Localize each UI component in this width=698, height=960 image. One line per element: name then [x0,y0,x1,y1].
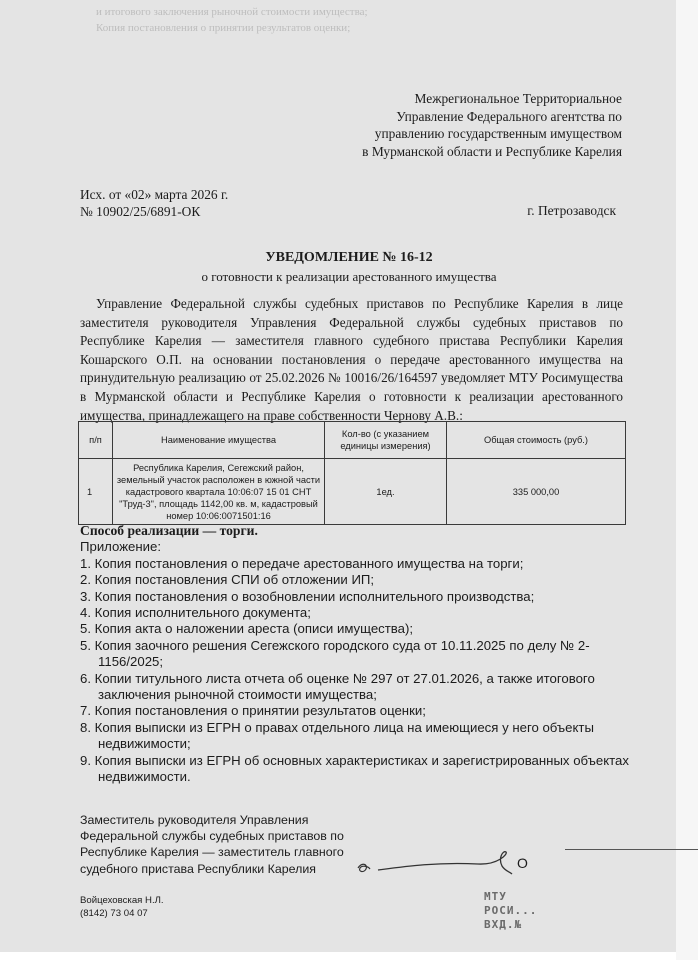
attachments-list [80,556,640,786]
list-item: 9. Копия выписки из ЕГРН об основных характеристиках и зарегистрированных объектах недвижимости. [80,752,629,785]
executor-block [80,895,164,920]
addressee-line: Межрегиональное Территориальное [414,91,622,106]
property-table [78,421,626,525]
list-item: 5. Копия акта о наложении ареста (описи имущества); [80,621,414,637]
page-edge-strip [676,0,698,960]
attachments-heading: Приложение: [80,539,162,555]
signer-block [80,812,344,877]
cell-name: Республика Карелия, Сегежский район, земельный участок расположен в южной части кадастрового квартала 10:06:07 15 01 СНТ "Труд-3", площадь 1142,00 кв. м, кадастровый номер 10:06:0071501:16 [113,459,325,525]
signer-line: судебного пристава Республики Карелия [80,861,316,876]
sale-method: Способ реализации — торги. [80,523,258,538]
outgoing-number: № 10902/25/6891-ОК [80,204,201,219]
signer-line: Республике Карелия — заместитель главного [80,845,344,860]
document-title [0,250,698,285]
attachments-section [80,523,640,786]
header-number: п/п [79,422,113,459]
list-item: 6. Копии титульного листа отчета об оценке № 297 от 27.01.2026, а также итогового заключения рыночной стоимости имущества; [80,670,595,703]
addressee-block [362,90,622,160]
addressee-line: в Мурманской области и Республике Карелия [362,143,622,159]
addressee-line: управлению государственным имуществом [374,126,622,141]
header-name: Наименование имущества [113,422,325,459]
executor-name: Войцеховская Н.Л. [80,895,164,906]
table-header-row [79,422,626,459]
signature-tail: О [517,855,528,871]
registration-stamp [484,890,537,932]
body-paragraph: Управление Федеральной службы судебных приставов по Республике Карелия в лице заместителя руководителя Управления Федеральной службы судебных приставов по Республике Карелия — заместителя главного судебного пристава Республики Карелия Кошарского О.П. на основании постановления о передаче арестованного имущества на принудительную реализацию от 25.02.2026 № 10016/26/164597 уведомляет МТУ Росимущества в Мурманской области и Республике Карелия о готовности к реализации арестованного имущества, принадлежащего на праве собственности Чернову А.В.: [80,296,623,423]
list-item: 2. Копия постановления СПИ об отложении ИП; [80,572,375,588]
list-item: 4. Копия исполнительного документа; [80,605,311,621]
signature-icon [330,848,530,888]
executor-phone: (8142) 73 04 07 [80,907,148,919]
list-item: 1. Копия постановления о передаче арестованного имущества на торги; [80,555,524,571]
city: г. Петрозаводск [527,203,616,218]
stamp-line: ВХД.№ [484,918,523,931]
title-subtitle: о готовности к реализации арестованного имущества [201,269,497,284]
bleed-through-text: и итогового заключения рыночной стоимости имущества; [96,6,368,18]
signer-line: Заместитель руководителя Управления [80,813,309,827]
bleed-through-text: Копия постановления о принятии результатов оценки; [96,22,351,34]
stamp-line: МТУ [484,890,507,903]
list-item: 7. Копия постановления о принятии результатов оценки; [80,703,426,719]
addressee-line: Управление Федерального агентства по [396,108,622,124]
cell-number: 1 [79,459,113,525]
outgoing-date: Исх. от «02» марта 2026 г. [80,187,229,202]
table-row [79,459,626,525]
signer-line: Федеральной службы судебных приставов по [80,829,344,844]
header-cost: Общая стоимость (руб.) [447,422,626,459]
list-item: 5. Копия заочного решения Сегежского городского суда от 10.11.2025 по делу № 2-1156/2025; [80,637,590,670]
outgoing-reference [80,186,228,220]
stamp-line: РОСИ... [484,904,538,917]
header-quantity: Кол-во (с указанием единицы измерения) [325,422,447,459]
cell-quantity: 1ед. [325,459,447,525]
list-item: 8. Копия выписки из ЕГРН о правах отдельного лица на имеющиеся у него объекты недвижимости; [80,719,594,752]
scan-edge-line [565,849,698,850]
title-main: УВЕДОМЛЕНИЕ № 16-12 [265,250,433,265]
cell-cost: 335 000,00 [447,459,626,525]
list-item: 3. Копия постановления о возобновлении исполнительного производства; [80,588,535,604]
